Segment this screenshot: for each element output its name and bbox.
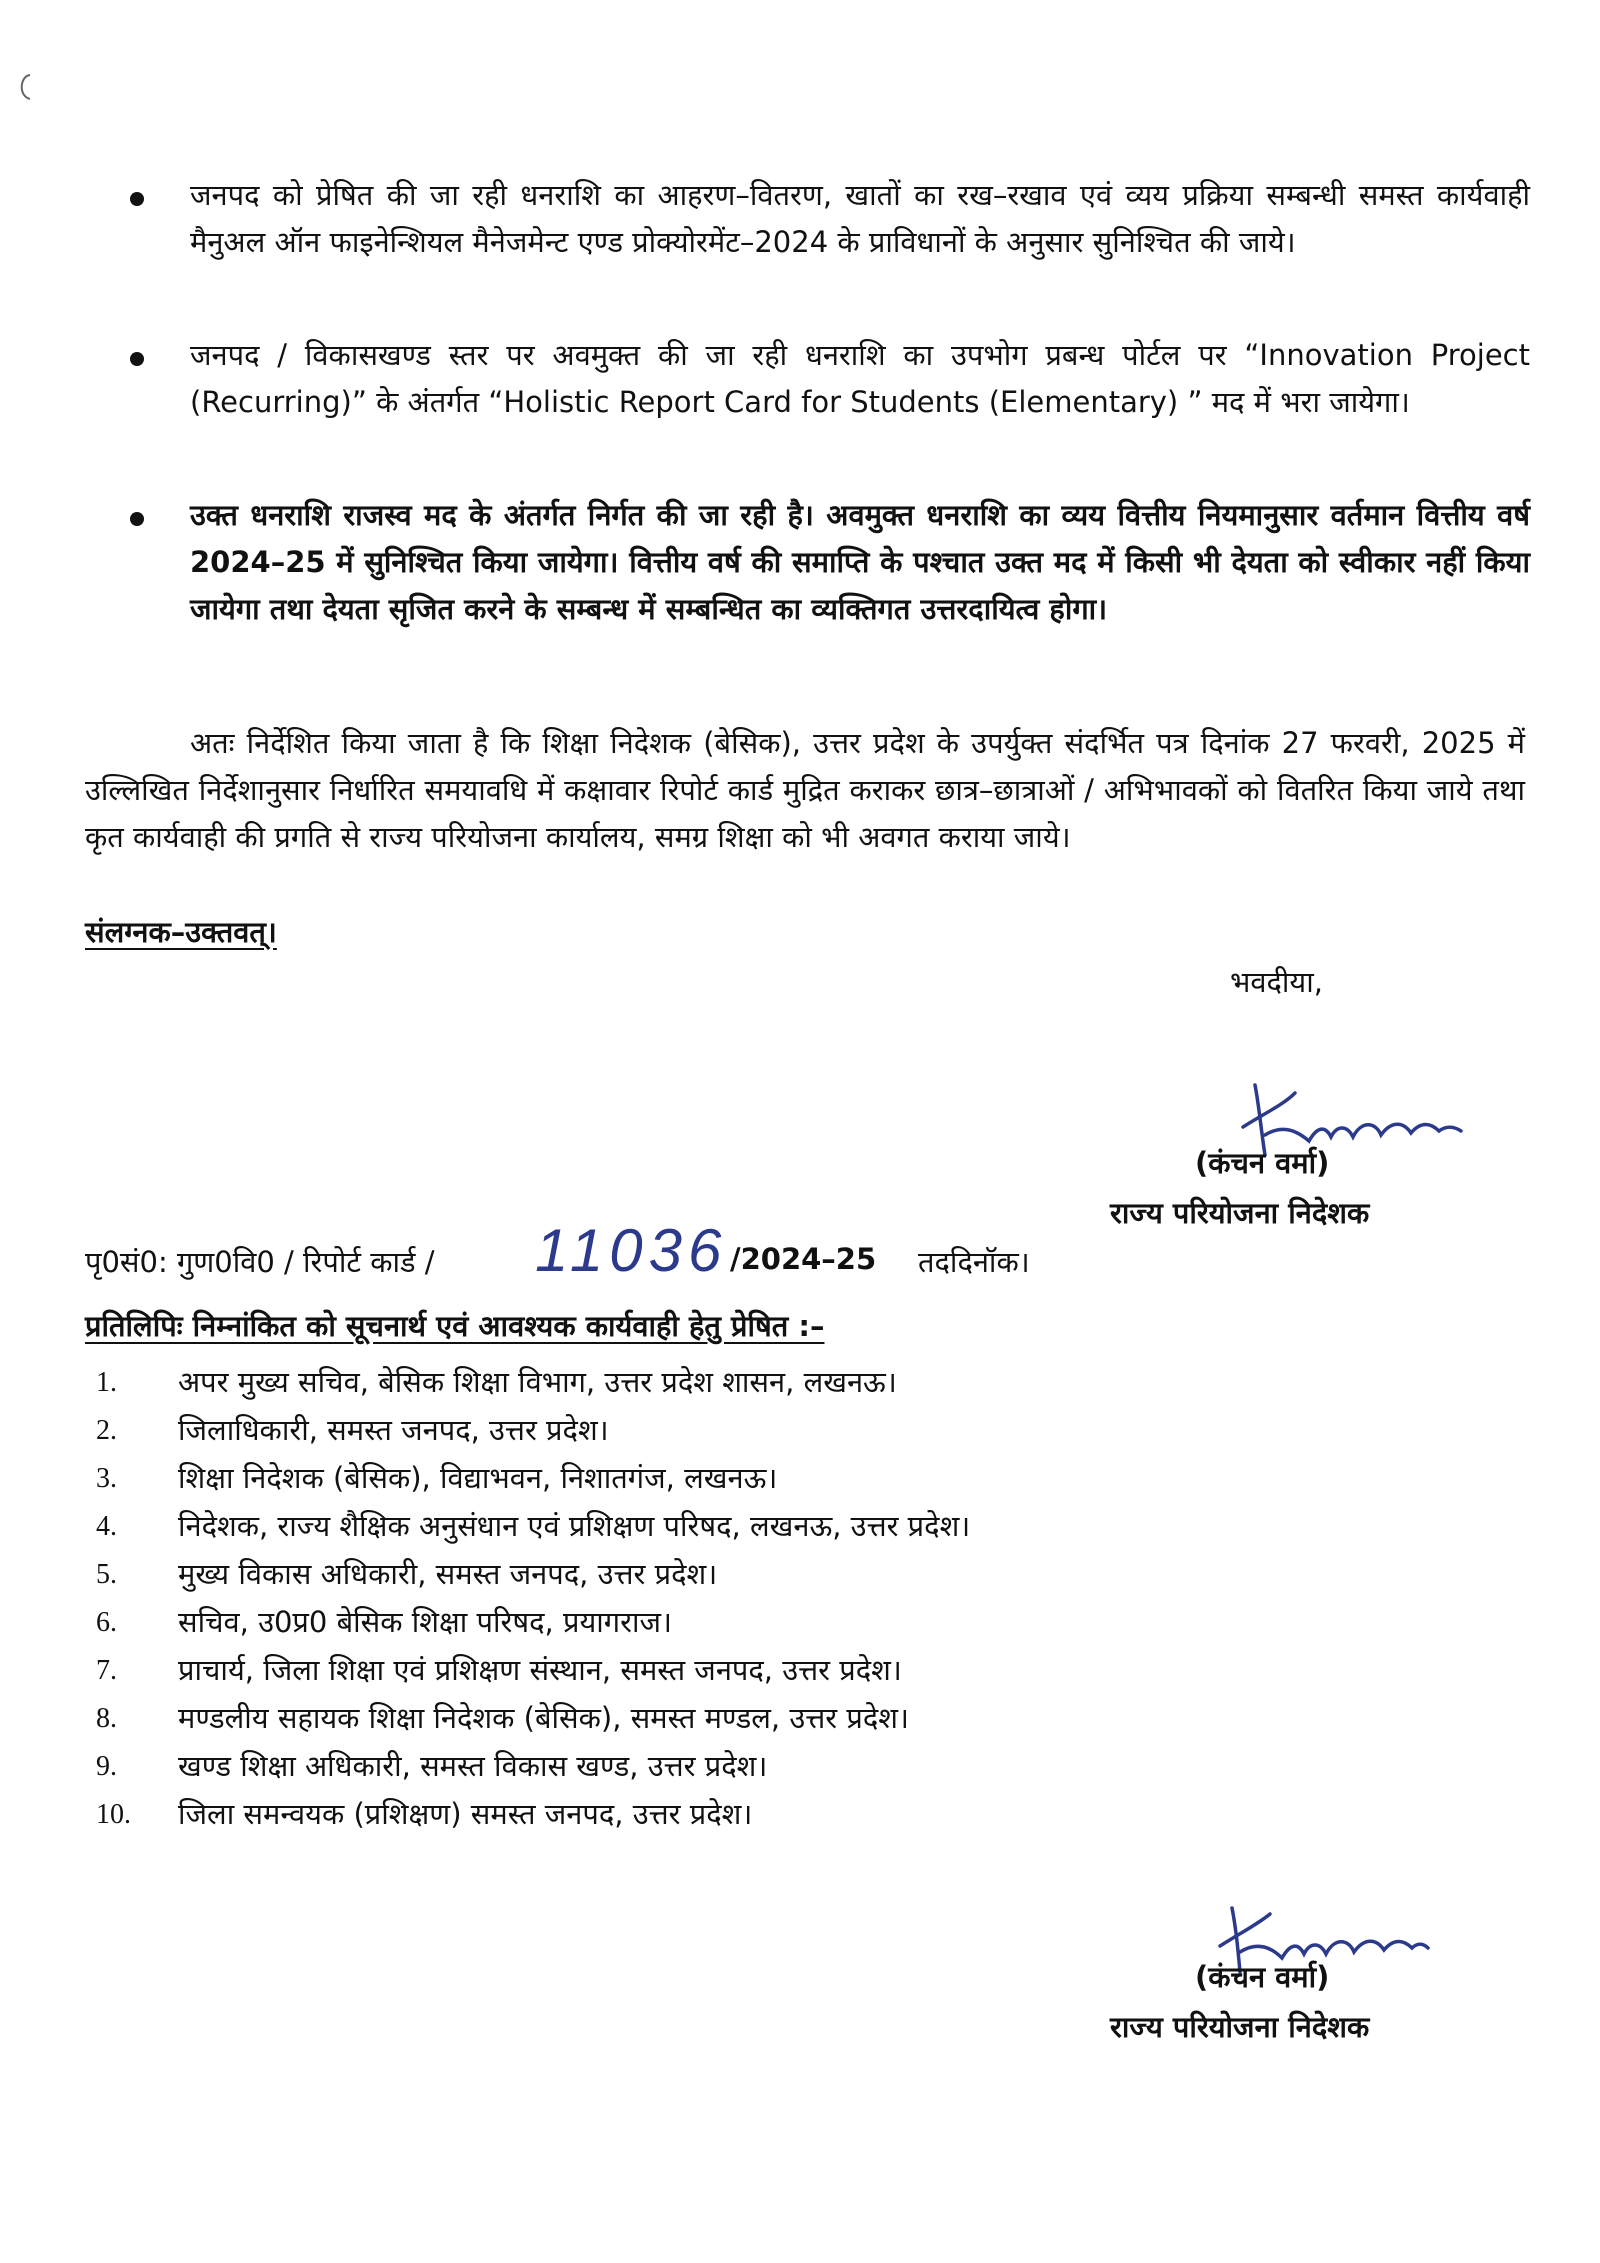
list-item-text: मुख्य विकास अधिकारी, समस्त जनपद, उत्तर प्रदेश। <box>178 1557 718 1591</box>
list-item-text: सचिव, उ0प्र0 बेसिक शिक्षा परिषद, प्रयागराज। <box>178 1605 673 1639</box>
list-item-text: जिलाधिकारी, समस्त जनपद, उत्तर प्रदेश। <box>178 1413 609 1447</box>
list-item-text: निदेशक, राज्य शैक्षिक अनुसंधान एवं प्रशिक्षण परिषद, लखनऊ, उत्तर प्रदेश। <box>178 1509 971 1543</box>
list-number: 7. <box>96 1655 117 1686</box>
signatory-designation: राज्य परियोजना निदेशक <box>1110 1196 1370 1230</box>
list-item-text: खण्ड शिक्षा अधिकारी, समस्त विकास खण्ड, उत्तर प्रदेश। <box>178 1749 768 1783</box>
bullet-dot <box>130 352 144 366</box>
signatory-name: (कंचन वर्मा) <box>1195 1146 1330 1180</box>
list-item-text: जिला समन्वयक (प्रशिक्षण) समस्त जनपद, उत्तर प्रदेश। <box>178 1797 753 1831</box>
page-corner-mark <box>14 72 34 102</box>
list-number: 9. <box>96 1751 117 1782</box>
list-number: 1. <box>96 1367 117 1398</box>
signatory-name-copy: (कंचन वर्मा) <box>1195 1960 1330 1994</box>
signatory-designation-copy: राज्य परियोजना निदेशक <box>1110 2010 1370 2044</box>
list-number: 2. <box>96 1415 117 1446</box>
list-item-text: प्राचार्य, जिला शिक्षा एवं प्रशिक्षण संस्थान, समस्त जनपद, उत्तर प्रदेश। <box>178 1653 902 1687</box>
enclosure-note: संलग्नक–उक्तवत्। <box>85 915 277 949</box>
copy-heading: प्रतिलिपिः निम्नांकित को सूचनार्थ एवं आवश्यक कार्यवाही हेतु प्रेषित :– <box>85 1309 825 1343</box>
list-number: 6. <box>96 1607 117 1638</box>
closing-salutation: भवदीया, <box>1230 965 1323 999</box>
bullet-item-2: जनपद / विकासखण्ड स्तर पर अवमुक्त की जा रही धनराशि का उपभोग प्रबन्ध पोर्टल पर “Innovation Project (Recurring)” के अंतर्गत “Holistic Report Card for Students (Elementary) ” मद में भरा जायेगा। <box>190 338 1530 419</box>
reference-number-handwritten: 11036 <box>535 1217 728 1284</box>
reference-year: /2024–25 <box>730 1242 877 1276</box>
reference-date: तददिनॉक। <box>918 1245 1030 1279</box>
reference-prefix: पृ0सं0: गुण0वि0 / रिपोर्ट कार्ड / <box>85 1245 435 1279</box>
list-number: 3. <box>96 1463 117 1494</box>
bullet-dot <box>130 192 144 206</box>
list-number: 5. <box>96 1559 117 1590</box>
list-number: 10. <box>96 1799 131 1830</box>
list-item-text: शिक्षा निदेशक (बेसिक), विद्याभवन, निशातगंज, लखनऊ। <box>178 1461 778 1495</box>
list-number: 4. <box>96 1511 117 1542</box>
direction-paragraph: अतः निर्देशित किया जाता है कि शिक्षा निदेशक (बेसिक), उत्तर प्रदेश के उपर्युक्त संदर्भित पत्र दिनांक 27 फरवरी, 2025 में उल्लिखित निर्देशानुसार निर्धारित समयावधि में कक्षावार रिपोर्ट कार्ड मुद्रित कराकर छात्र–छात्राओं / अभिभावकों को वितरित किया जाये तथा कृत कार्यवाही की प्रगति से राज्य परियोजना कार्यालय, समग्र शिक्षा को भी अवगत कराया जाये। <box>85 726 1525 854</box>
bullet-item-1: जनपद को प्रेषित की जा रही धनराशि का आहरण–वितरण, खातों का रख–रखाव एवं व्यय प्रक्रिया सम्बन्धी समस्त कार्यवाही मैनुअल ऑन फाइनेन्शियल मैनेजमेन्ट एण्ड प्रोक्योरमेंट–2024 के प्राविधानों के अनुसार सुनिश्चित की जाये। <box>190 178 1530 259</box>
bullet-item-3: उक्त धनराशि राजस्व मद के अंतर्गत निर्गत की जा रही है। अवमुक्त धनराशि का व्यय वित्तीय नियमानुसार वर्तमान वित्तीय वर्ष 2024–25 में सुनिश्चित किया जायेगा। वित्तीय वर्ष की समाप्ति के पश्चात उक्त मद में किसी भी देयता को स्वीकार नहीं किया जायेगा तथा देयता सृजित करने के सम्बन्ध में सम्बन्धित का व्यक्तिगत उत्तरदायित्व होगा। <box>190 498 1530 626</box>
list-item-text: मण्डलीय सहायक शिक्षा निदेशक (बेसिक), समस्त मण्डल, उत्तर प्रदेश। <box>178 1701 909 1735</box>
list-item-text: अपर मुख्य सचिव, बेसिक शिक्षा विभाग, उत्तर प्रदेश शासन, लखनऊ। <box>178 1365 897 1399</box>
bullet-dot <box>130 512 144 526</box>
list-number: 8. <box>96 1703 117 1734</box>
